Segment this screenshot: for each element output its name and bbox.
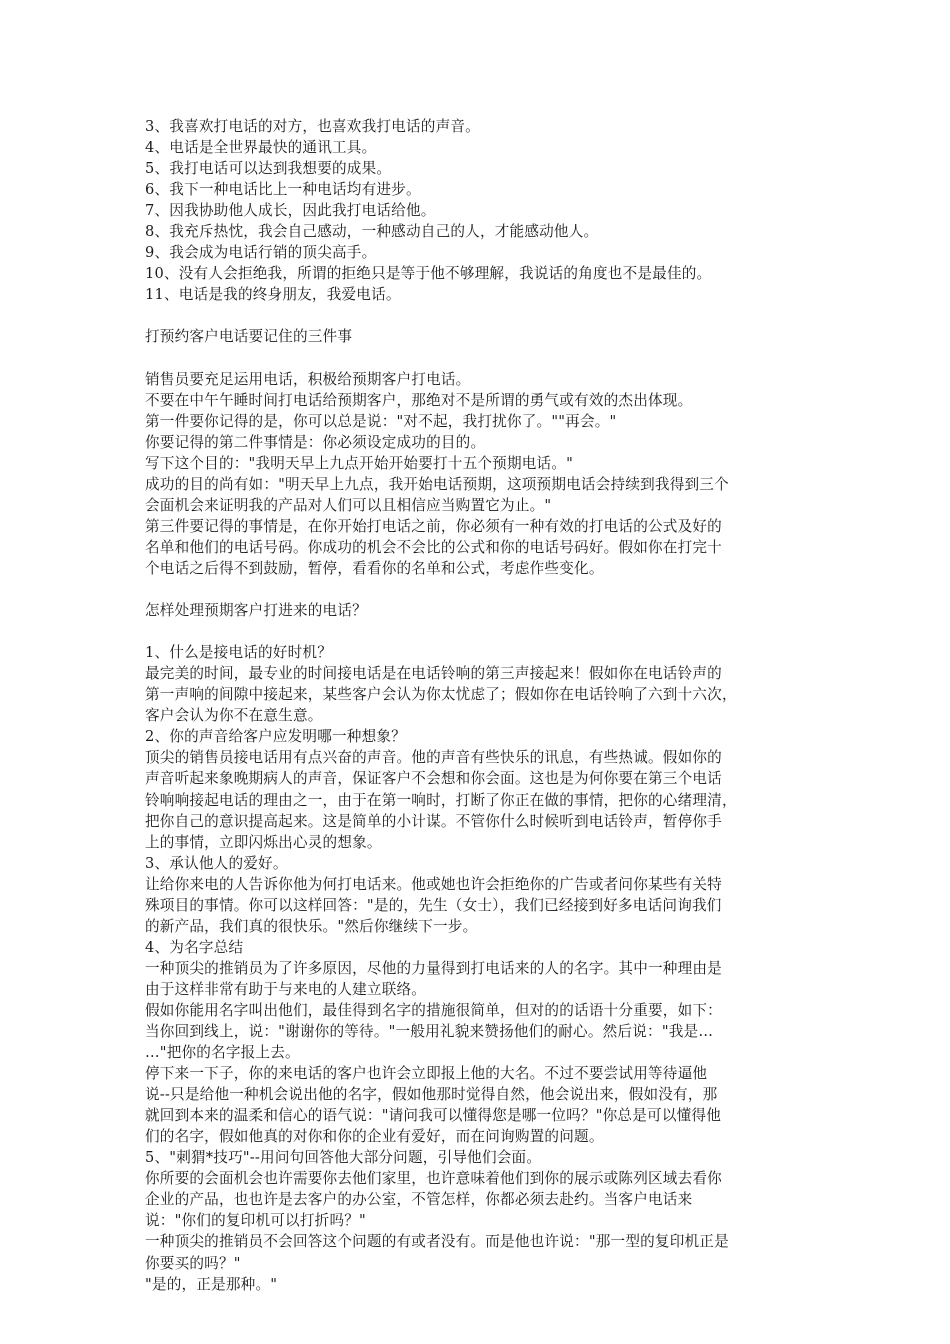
paragraph-line: 一种顶尖的推销员不会回答这个问题的有或者没有。而是他也许说："那一型的复印机正是 [145,1233,729,1251]
paragraph-line: "是的，正是那种。" [145,1275,278,1293]
paragraph-line: 说--只是给他一种机会说出他的名字，假如他那时觉得自然，他会说出来，假如没有，那 [145,1086,718,1104]
blank-line [145,305,810,326]
paragraph-line: 当你回到线上，说："谢谢你的等待。"一般用礼貌来赞扬他们的耐心。然后说："我是… [145,1023,714,1041]
section-heading: 怎样处理预期客户打进来的电话？ [145,602,367,620]
paragraph-line: 假如你能用名字叫出他们，最佳得到名字的措施很简单，但对的的话语十分重要，如下： [145,1001,722,1019]
paragraph-line: 会面机会来证明我的产品对人们可以且相信应当购置它为止。" [145,496,552,514]
paragraph-line: 第三件要记得的事情是，在你开始打电话之前，你必须有一种有效的打电话的公式及好的 [145,517,722,535]
paragraph-line: 客户会认为你不在意生意。 [145,707,323,725]
subheading: 3、承认他人的爱好。 [145,854,288,872]
list-item: 8、我充斥热忱，我会自己感动，一种感动自己的人，才能感动他人。 [145,223,599,241]
paragraph-line: 成功的目的尚有如："明天早上九点，我开始电话预期，这项预期电话会持续到我得到三个 [145,475,729,493]
paragraph-line: 你所要的会面机会也许需要你去他们家里，也许意味着他们到你的展示或陈列区域去看你 [145,1170,722,1188]
section-heading: 打预约客户电话要记住的三件事 [145,328,353,346]
paragraph-line: 铃响响接起电话的理由之一，由于在第一响时，打断了你正在做的事情，把你的心绪理清， [145,791,737,809]
paragraph-line: 顶尖的销售员接电话用有点兴奋的声音。他的声音有些快乐的讯息，有些热诚。假如你的 [145,749,722,767]
subheading: 2、你的声音给客户应发明哪一种想象？ [145,728,406,746]
list-item: 9、我会成为电话行销的顶尖高手。 [145,244,377,262]
paragraph-line: 名单和他们的电话号码。你成功的机会不会比的公式和你的电话号码好。假如你在打完十 [145,538,722,556]
paragraph-line: 第一声响的间隙中接起来，某些客户会认为你太忧虑了；假如你在电话铃响了六到十六次， [145,686,737,704]
paragraph-line: 由于这样非常有助于与来电的人建立联络。 [145,980,427,998]
subheading: 1、什么是接电话的好时机？ [145,644,333,662]
blank-line [145,621,810,642]
paragraph-line: 们的名字，假如他真的对你和你的企业有爱好，而在问询购置的问题。 [145,1128,604,1146]
paragraph-line: 把你自己的意识提高起来。这是简单的小计谋。不管你什么时候听到电话铃声，暂停你手 [145,812,722,830]
paragraph-line: 第一件要你记得的是，你可以总是说："对不起，我打扰你了。""再会。" [145,412,617,430]
paragraph-line: 的新产品，我们真的很快乐。"然后你继续下一步。 [145,917,478,935]
paragraph-line: 个电话之后得不到鼓励，暂停，看看你的名单和公式，考虑作些变化。 [145,559,604,577]
paragraph-line: 殊项目的事情。你可以这样回答："是的，先生（女士），我们已经接到好多电话问询我们 [145,896,722,914]
paragraph-line: 最完美的时间，最专业的时间接电话是在电话铃响的第三声接起来！假如你在电话铃声的 [145,665,722,683]
document-body [145,116,810,1295]
paragraph-line: 让给你来电的人告诉你他为何打电话来。他或她也许会拒绝你的广告或者问你某些有关特 [145,875,722,893]
paragraph-line: 停下来一下子，你的来电话的客户也许会立即报上他的大名。不过不要尝试用等待逼他 [145,1065,708,1083]
paragraph-line: 你要记得的第二件事情是：你必须设定成功的目的。 [145,433,486,451]
paragraph-line: 说："你们的复印机可以打折吗？" [145,1212,366,1230]
list-item: 3、我喜欢打电话的对方，也喜欢我打电话的声音。 [145,118,480,135]
list-item: 6、我下一种电话比上一种电话均有进步。 [145,181,421,199]
subheading: 4、为名字总结 [145,938,244,956]
paragraph-line: 企业的产品，也也许是去客户的办公室，不管怎样，你都必须去赴约。当客户电话来 [145,1191,693,1209]
list-item: 4、电话是全世界最快的通讯工具。 [145,139,377,157]
list-item: 11、电话是我的终身朋友，我爱电话。 [145,286,401,304]
paragraph-line: 不要在中午午睡时间打电话给预期客户，那绝对不是所谓的勇气或有效的杰出体现。 [145,391,693,409]
paragraph-line: …"把你的名字报上去。 [145,1044,300,1062]
blank-line [145,348,810,369]
paragraph-line: 就回到本来的温柔和信心的语气说："请问我可以懂得您是哪一位吗？"你总是可以懂得他 [145,1107,721,1125]
subheading: 5、"刺猬*技巧"--用问句回答他大部分问题，引导他们会面。 [145,1149,542,1167]
paragraph-line: 销售员要充足运用电话，积极给预期客户打电话。 [145,370,471,388]
paragraph-line: 一种顶尖的推销员为了许多原因，尽他的力量得到打电话来的人的名字。其中一种理由是 [145,959,722,977]
list-item: 5、我打电话可以达到我想要的成果。 [145,160,392,178]
paragraph-line: 声音听起来象晚期病人的声音，保证客户不会想和你会面。这也是为何你要在第三个电话 [145,770,722,788]
list-item: 7、因我协助他人成长，因此我打电话给他。 [145,202,436,220]
blank-line [145,579,810,600]
paragraph-line: 上的事情，立即闪烁出心灵的想象。 [145,833,382,851]
paragraph-line: 写下这个目的："我明天早上九点开始开始要打十五个预期电话。" [145,454,574,472]
paragraph-line: 你要买的吗？" [145,1254,241,1272]
list-item: 10、没有人会拒绝我，所谓的拒绝只是等于他不够理解，我说话的角度也不是最佳的。 [145,265,712,283]
